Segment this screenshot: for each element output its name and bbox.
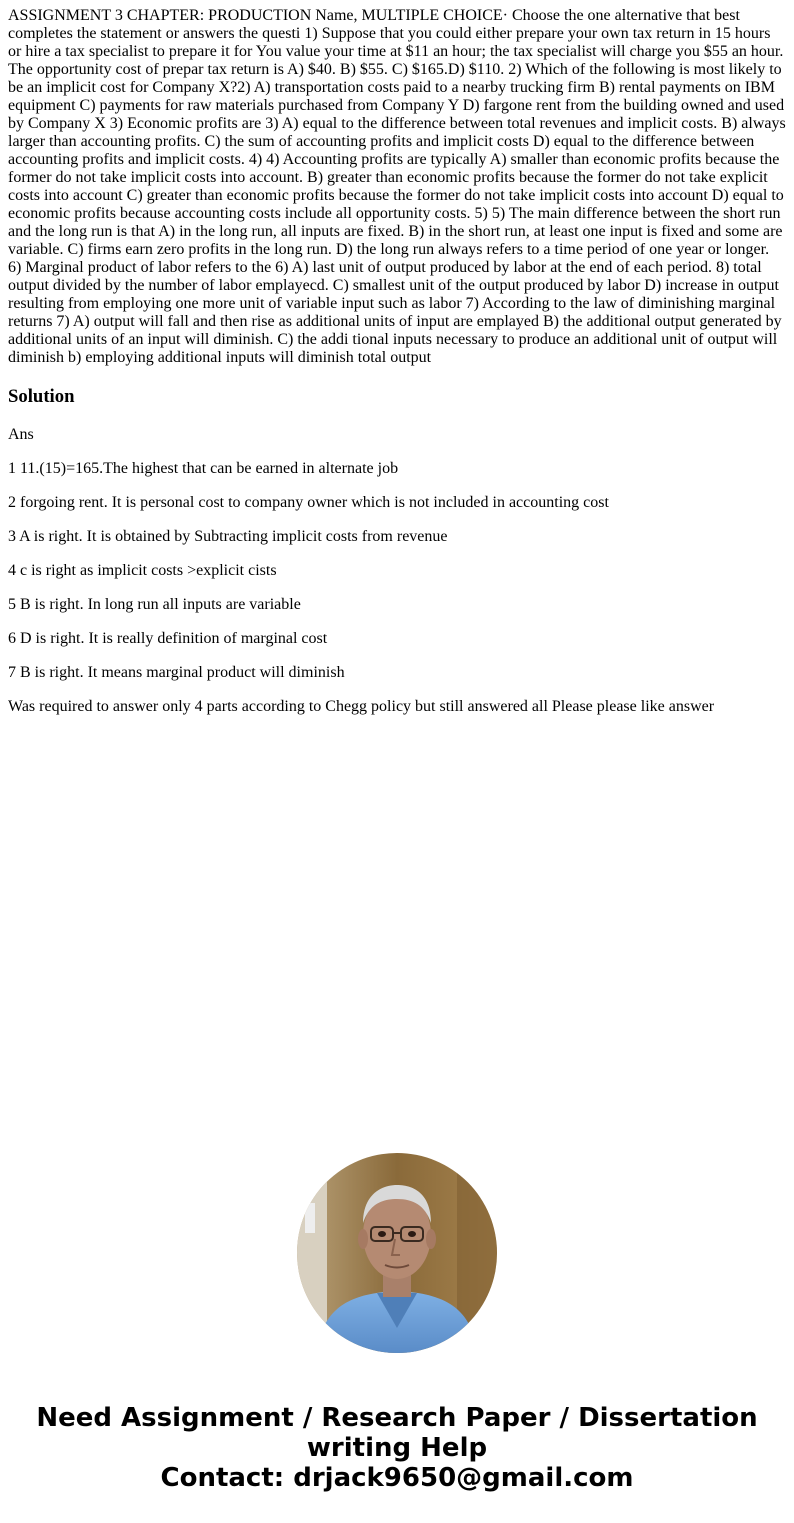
person-portrait-icon	[297, 1153, 497, 1353]
answer-line-1: 1 11.(15)=165.The highest that can be earned in alternate job	[8, 460, 399, 477]
answer-line-6: 6 D is right. It is really definition of marginal cost	[8, 630, 328, 647]
answer-line-2: 2 forgoing rent. It is personal cost to company owner which is not included in accounting cost	[8, 494, 609, 511]
portrait-svg	[297, 1153, 497, 1353]
answer-line-3: 3 A is right. It is obtained by Subtracting implicit costs from revenue	[8, 528, 448, 545]
promo-banner	[0, 1403, 794, 1493]
answer-list	[8, 426, 786, 732]
solution-heading: Solution	[8, 386, 75, 407]
answer-note: Was required to answer only 4 parts according to Chegg policy but still answered all Please please like answer	[8, 698, 715, 715]
promo-contact: Contact: drjack9650@gmail.com	[160, 1463, 634, 1493]
promo-line-1: Need Assignment / Research Paper / Dissertation	[36, 1403, 758, 1433]
answer-line-ans: Ans	[8, 426, 34, 443]
question-text: ASSIGNMENT 3 CHAPTER: PRODUCTION Name, MULTIPLE CHOICE· Choose the one alternative that best completes the statement or answers the questi 1) Suppose that you could either prepare your own tax return in 15 hours or hire a tax specialist to prepare it for You value your time at $11 an hour; the tax specialist will charge you $55 an hour. The opportunity cost of prepar tax return is A) $40. B) $55. C) $165.D) $110. 2) Which of the following is most likely to be an implicit cost for Company X?2) A) transportation costs paid to a nearby trucking firm B) rental payments on IBM equipment C) payments for raw materials purchased from Company Y D) fargone rent from the building owned and used by Company X 3) Economic profits are 3) A) equal to the difference between total revenues and implicit costs. B) always larger than accounting profits. C) the sum of accounting profits and implicit costs D) equal to the difference between accounting profits and implicit costs. 4) 4) Accounting profits are typically A) smaller than economic profits because the former do not take implicit costs into account. B) greater than economic profits because the former do not take explicit costs into account C) greater than economic profits because the former do not take implicit costs into account D) equal to economic profits because accounting costs include all opportunity costs. 5) 5) The main difference between the short run and the long run is that A) in the long run, all inputs are fixed. B) in the short run, at least one input is fixed and some are variable. C) firms earn zero profits in the long run. D) the long run always refers to a time period of one year or longer. 6) Marginal product of labor refers to the 6) A) last unit of output produced by labor at the end of each period. 8) total output divided by the number of labor emplayecd. C) smallest unit of the output produced by labor D) increase in output resulting from employing one more unit of variable input such as labor 7) According to the law of diminishing marginal returns 7) A) output will fall and then rise as additional units of input are emplayed B) the additional output generated by additional units of an input will diminish. C) the addi tional inputs necessary to produce an additional unit of output will diminish b) employing additional inputs will diminish total output	[8, 7, 786, 366]
answer-line-7: 7 B is right. It means marginal product will diminish	[8, 664, 345, 681]
answer-line-5: 5 B is right. In long run all inputs are variable	[8, 596, 301, 613]
answer-line-4: 4 c is right as implicit costs >explicit cists	[8, 562, 277, 579]
promo-line-2: writing Help	[306, 1433, 488, 1463]
